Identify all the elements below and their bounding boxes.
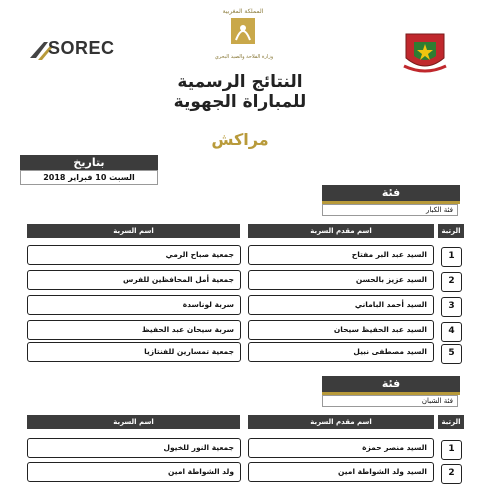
column-presenter-header: اسم مقدم السربة [248, 415, 434, 429]
team-cell: جمعية النور للخيول [27, 438, 241, 458]
rank-cell: 1 [441, 440, 462, 460]
page-title-line1: النتائج الرسمية [177, 72, 303, 92]
presenter-cell: السيد ولد الشواطة امين [248, 462, 434, 482]
presenter-cell: السيد عبد الحفيظ سيحان [248, 320, 434, 340]
column-presenter-header: اسم مقدم السربة [248, 224, 434, 238]
ministry-title: المملكة المغربية [222, 8, 264, 15]
presenter-cell: السيد أحمد الباماني [248, 295, 434, 315]
sorec-name: SOREC [48, 38, 115, 58]
rank-cell: 3 [441, 297, 462, 317]
rank-cell: 2 [441, 464, 462, 484]
column-team-header: اسم السربة [27, 224, 240, 238]
column-rank-header: الرتبة [438, 415, 464, 429]
team-cell: سربة سيحان عبد الحفيظ [27, 320, 241, 340]
column-rank-header: الرتبة [438, 224, 464, 238]
presenter-cell: السيد منصر حمزة [248, 438, 434, 458]
category-2-label: فئة [322, 376, 460, 395]
presenter-cell: السيد عزيز بالحسن [248, 270, 434, 290]
team-cell: جمعية أمل المحافظين للفرس [27, 270, 241, 290]
team-cell: جمعية صباح الرمي [27, 245, 241, 265]
ministry-caption: وزارة الفلاحة والصيد البحري [214, 54, 274, 60]
category-2-name: فئة الشبان [322, 395, 458, 407]
presenter-cell: السيد مصطفى نبيل [248, 342, 434, 362]
page-title-line2: للمباراة الجهوية [173, 92, 307, 112]
city-name: مراكش [211, 130, 269, 149]
ministry-emblem-icon [228, 14, 258, 48]
presenter-cell: السيد عبد البر مفتاح [248, 245, 434, 265]
royal-crest-icon [400, 28, 450, 76]
date-value: السبت 10 فبراير 2018 [20, 170, 158, 185]
team-cell: سربة لوناسدة [27, 295, 241, 315]
column-team-header: اسم السربة [27, 415, 240, 429]
rank-cell: 4 [441, 322, 462, 342]
rank-cell: 5 [441, 344, 462, 364]
date-label: بتاريخ [20, 155, 158, 170]
team-cell: ولد الشواطة امين [27, 462, 241, 482]
category-1-name: فئة الكبار [322, 204, 458, 216]
team-cell: جمعية تمسارين للفنتازيا [27, 342, 241, 362]
rank-cell: 2 [441, 272, 462, 292]
category-1-label: فئة [322, 185, 460, 204]
rank-cell: 1 [441, 247, 462, 267]
